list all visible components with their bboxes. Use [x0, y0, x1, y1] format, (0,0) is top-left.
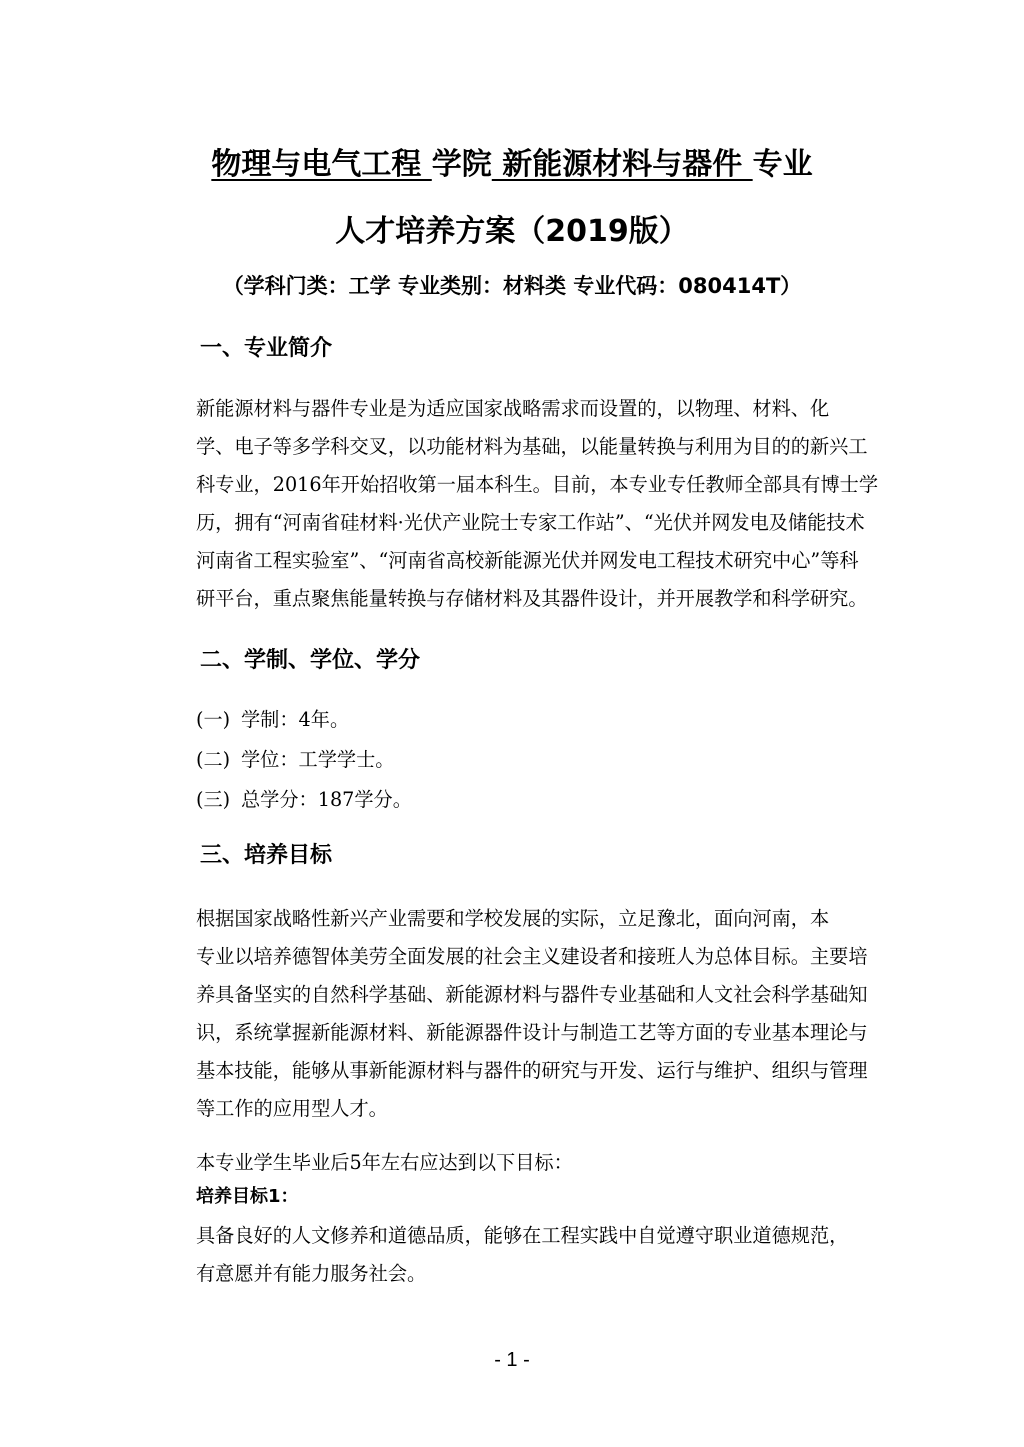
major-name: 新能源材料与器件 [491, 147, 753, 182]
list-item-number: (二) [196, 748, 231, 771]
goal-1-paragraph [196, 1217, 849, 1293]
list-item [196, 785, 412, 815]
document-title [0, 145, 1024, 185]
paragraph-line: 新能源材料与器件专业是为适应国家战略需求而设置的，以物理、材料、化 [196, 397, 830, 420]
goals-intro: 本专业学生毕业后5年左右应达到以下目标： [196, 1151, 573, 1174]
page-number: - 1 - [494, 1349, 530, 1371]
college-name: 物理与电气工程 [211, 147, 432, 182]
goal-1-label: 培养目标1： [196, 1186, 299, 1207]
paragraph-line: 基本技能，能够从事新能源材料与器件的研究与开发、运行与维护、组织与管理 [196, 1059, 868, 1082]
paragraph-line: 研平台，重点聚焦能量转换与存储材料及其器件设计，并开展教学和科学研究。 [196, 587, 868, 610]
list-item-number: (一) [196, 708, 231, 731]
paragraph-line: 具备良好的人文修养和道德品质，能够在工程实践中自觉遵守职业道德规范， [196, 1224, 849, 1247]
document-subtitle-title: 人才培养方案（2019版） [335, 214, 689, 249]
list-item-number: (三) [196, 788, 231, 811]
paragraph-line: 河南省工程实验室”、“河南省高校新能源光伏并网发电工程技术研究中心”等科 [196, 549, 859, 572]
list-item [196, 745, 395, 775]
list-item-text: 学制：4年。 [241, 708, 350, 731]
paragraph-line: 有意愿并有能力服务社会。 [196, 1262, 427, 1285]
section-intro-paragraph [196, 390, 879, 618]
list-item-text: 学位：工学学士。 [241, 748, 395, 771]
section-heading-degree: 二、学制、学位、学分 [200, 648, 421, 673]
paragraph-line: 等工作的应用型人才。 [196, 1097, 388, 1120]
paragraph-line: 学、电子等多学科交叉，以功能材料为基础，以能量转换与利用为目的的新兴工 [196, 435, 868, 458]
paragraph-line: 根据国家战略性新兴产业需要和学校发展的实际，立足豫北，面向河南，本 [196, 907, 830, 930]
paragraph-line: 历，拥有“河南省硅材料·光伏产业院士专家工作站”、“光伏并网发电及储能技术 [196, 511, 865, 534]
list-item [196, 705, 349, 735]
list-item-text: 总学分：187学分。 [241, 788, 412, 811]
paragraph-line: 识，系统掌握新能源材料、新能源器件设计与制造工艺等方面的专业基本理论与 [196, 1021, 868, 1044]
discipline-info: （学科门类：工学 专业类别：材料类 专业代码：080414T） [222, 274, 802, 298]
college-suffix: 学院 [431, 147, 492, 182]
paragraph-line: 养具备坚实的自然科学基础、新能源材料与器件专业基础和人文社会科学基础知 [196, 983, 868, 1006]
section-heading-goals: 三、培养目标 [200, 843, 333, 868]
paragraph-line: 科专业，2016年开始招收第一届本科生。目前，本专业专任教师全部具有博士学 [196, 473, 879, 496]
paragraph-line: 专业以培养德智体美劳全面发展的社会主义建设者和接班人为总体目标。主要培 [196, 945, 868, 968]
section-heading-intro: 一、专业简介 [200, 336, 333, 361]
major-suffix: 专业 [752, 147, 813, 182]
section-goals-paragraph [196, 900, 868, 1128]
